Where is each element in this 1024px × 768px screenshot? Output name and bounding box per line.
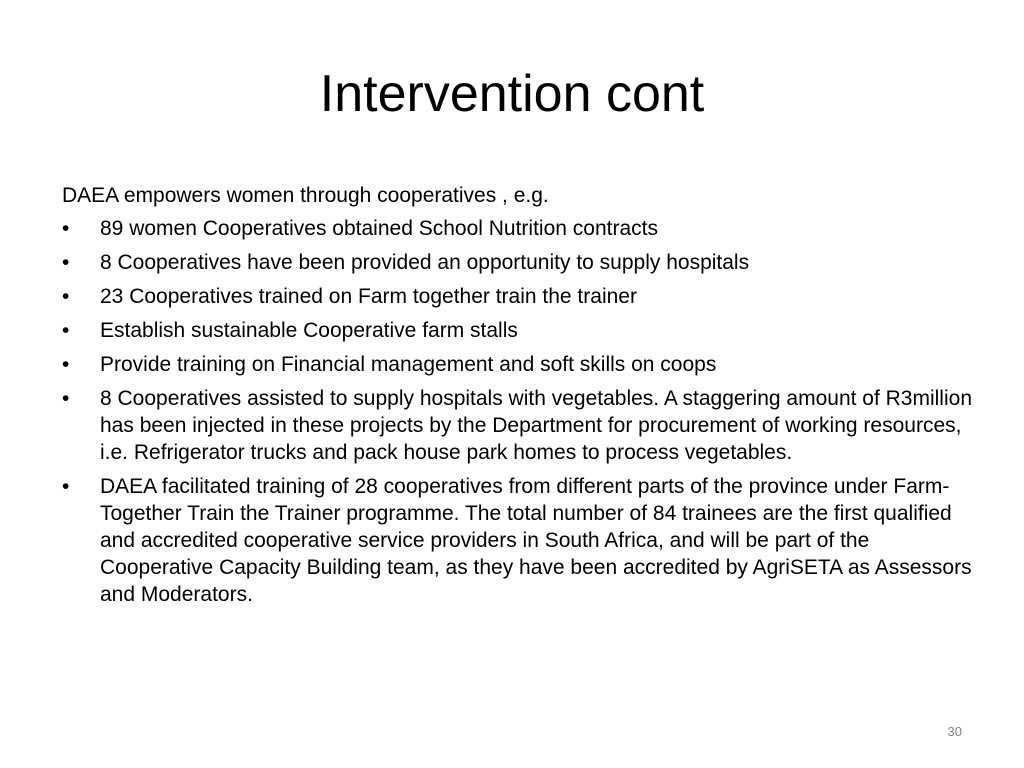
bullet-text: 89 women Cooperatives obtained School Nutrition contracts	[100, 217, 658, 240]
bullet-icon: •	[62, 251, 70, 274]
bullet-text: Provide training on Financial management and soft skills on coops	[100, 353, 717, 376]
bullet-text: Establish sustainable Cooperative farm stalls	[100, 319, 518, 342]
bullet-icon: •	[62, 353, 70, 376]
bullet-item	[62, 283, 972, 310]
bullet-text: 8 Cooperatives have been provided an opportunity to supply hospitals	[100, 251, 750, 274]
bullet-icon: •	[62, 319, 70, 342]
bullet-item	[62, 351, 972, 378]
bullet-icon: •	[62, 475, 70, 498]
bullet-item	[62, 473, 972, 608]
bullet-item	[62, 385, 972, 466]
bullet-item	[62, 317, 972, 344]
slide-body	[62, 182, 972, 615]
bullet-text: 23 Cooperatives trained on Farm together train the trainer	[100, 285, 637, 308]
page-number: 30	[947, 724, 962, 739]
bullet-item	[62, 215, 972, 242]
bullet-icon: •	[62, 387, 70, 410]
bullet-icon: •	[62, 285, 70, 308]
bullet-text: 8 Cooperatives assisted to supply hospitals with vegetables. A staggering amount of R3million has been injected in these projects by the Department for procurement of working resources, i.e. Refrigerator trucks and pack house park homes to process vegetables.	[100, 387, 972, 464]
bullet-list	[62, 215, 972, 608]
slide-title: Intervention cont	[319, 65, 705, 123]
intro-text: DAEA empowers women through cooperatives , e.g.	[62, 184, 549, 207]
bullet-item	[62, 249, 972, 276]
bullet-text: DAEA facilitated training of 28 cooperatives from different parts of the province under Farm-Together Train the Trainer programme. The total number of 84 trainees are the first qualified and accredited cooperative service providers in South Africa, and will be part of the Cooperative Capacity Building team, as they have been accredited by AgriSETA as Assessors and Moderators.	[100, 475, 972, 606]
bullet-icon: •	[62, 217, 70, 240]
